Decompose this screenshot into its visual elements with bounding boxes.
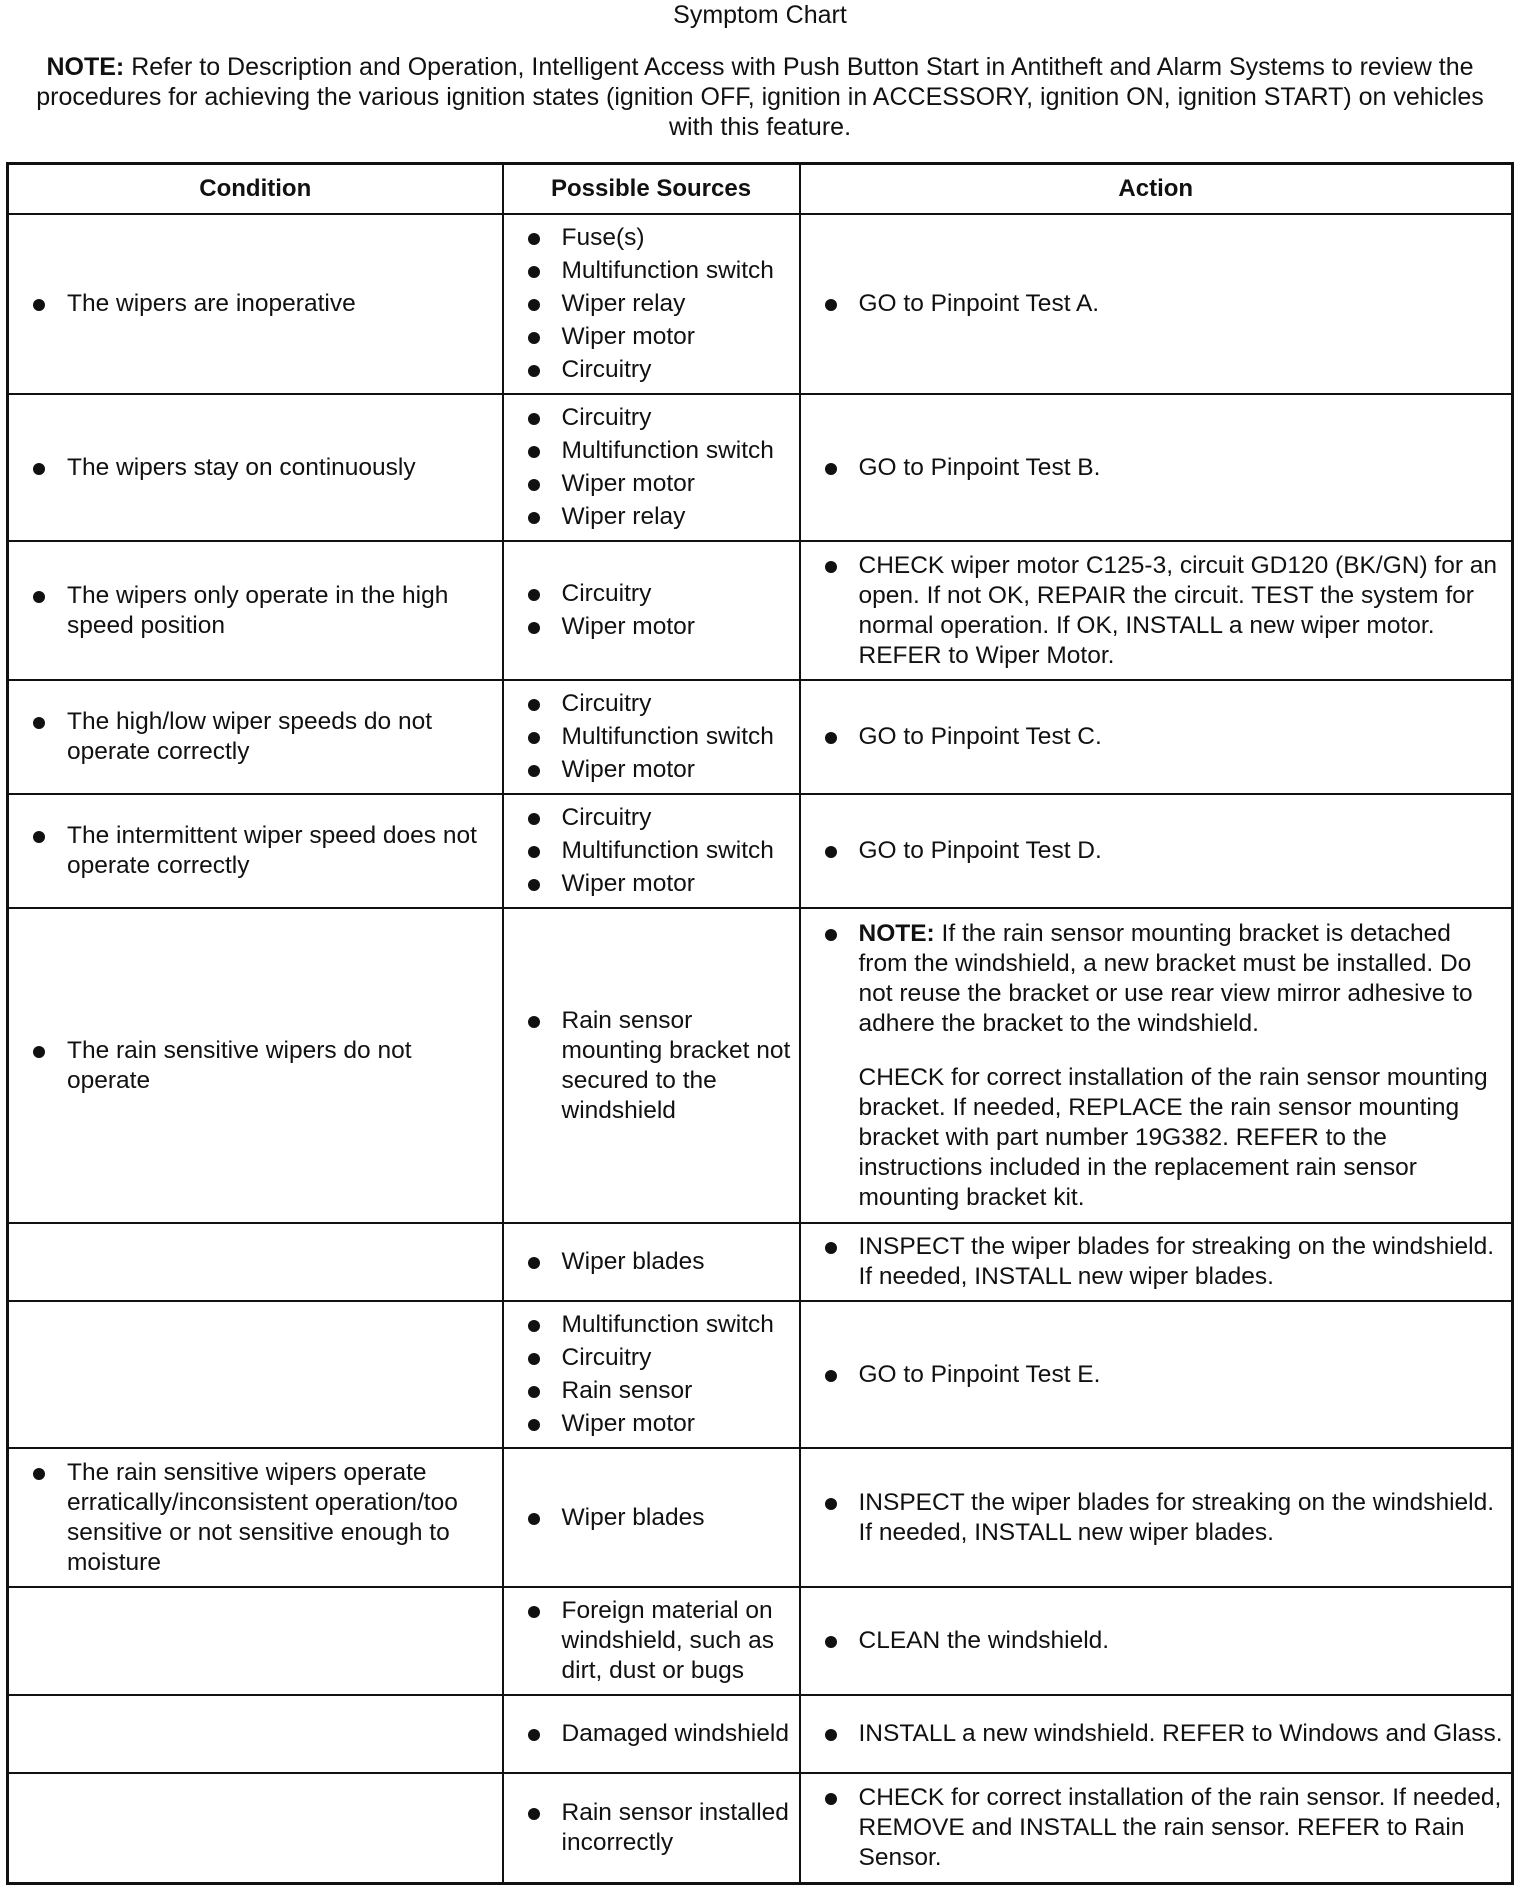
action-note-text: If the rain sensor mounting bracket is detached from the windshield, a new bracket must be installed. Do not reuse the bracket or use rear view mirror adhesive to adhere the bracket to the windshield. [858,919,1473,1037]
action-text: CHECK for correct installation of the rain sensor. If needed, REMOVE and INSTALL the rain sensor. REFER to Rain Sensor. [858,1783,1502,1871]
source-item-text: Rain sensor mounting bracket not secured to the windshield [561,1006,791,1124]
table-row [8,680,1513,794]
bullet-icon [528,413,540,425]
bullet-icon [528,332,540,344]
source-item [528,289,791,319]
table-row [8,1223,1513,1301]
source-item-text: Rain sensor installed incorrectly [561,1798,789,1856]
bullet-icon [528,699,540,711]
source-item-text: Circuitry [561,356,652,383]
source-item [528,1310,791,1340]
bullet-icon [33,717,45,729]
source-item [528,1376,791,1406]
sources-cell [503,394,800,541]
bullet-icon [528,846,540,858]
action-cell [800,1695,1513,1773]
source-item [528,612,791,642]
source-item-text: Circuitry [561,1344,652,1371]
condition-item [33,1458,494,1578]
bullet-icon [33,299,45,311]
bullet-icon [33,463,45,475]
symptom-chart-table [6,162,1514,1885]
bullet-icon [825,299,837,311]
source-item-text: Wiper relay [561,290,686,317]
source-item [528,1006,791,1126]
action-item [825,836,1504,866]
sources-cell [503,1587,800,1695]
source-item-text: Circuitry [561,404,652,431]
action-text: GO to Pinpoint Test E. [858,1360,1101,1388]
condition-item [33,289,494,319]
source-item-text: Foreign material on windshield, such as dirt, dust or bugs [561,1597,774,1684]
table-row [8,541,1513,680]
action-text: INSTALL a new windshield. REFER to Windows and Glass. [858,1720,1503,1747]
action-item [825,1232,1504,1292]
bullet-icon [528,1419,540,1431]
bullet-icon [528,732,540,744]
sources-cell [503,794,800,908]
action-cell [800,1773,1513,1883]
bullet-icon [528,589,540,601]
source-item-text: Wiper motor [561,870,695,897]
bullet-icon [528,1386,540,1398]
source-item [528,755,791,785]
bullet-icon [528,879,540,891]
action-item [825,1488,1504,1548]
source-item-text: Wiper motor [561,613,695,640]
source-item [528,1719,791,1749]
action-item [825,1783,1504,1873]
action-item [825,919,1504,1213]
condition-cell [8,394,503,541]
bullet-icon [528,1320,540,1332]
condition-item-text: The wipers are inoperative [67,290,356,317]
sources-cell [503,1695,800,1773]
sources-cell [503,1301,800,1448]
source-item [528,436,791,466]
action-text: CHECK for correct installation of the rain sensor mounting bracket. If needed, REPLACE the rain sensor mounting bracket with part number 19G382. REFER to the instructions included in the replacement rain sensor mounting bracket kit. [858,1063,1488,1211]
bullet-icon [825,1729,837,1741]
note-text: Refer to Description and Operation, Intelligent Access with Push Button Start in Antitheft and Alarm Systems to review the procedures for achieving the various ignition states (ignition OFF, ignition in ACCESSORY, ignition ON, ignition START) on vehicles with this feature. [36,53,1484,141]
source-item [528,836,791,866]
action-cell [800,794,1513,908]
source-item [528,1343,791,1373]
action-item [825,1719,1504,1749]
action-text: GO to Pinpoint Test A. [858,290,1100,317]
action-text: CLEAN the windshield. [858,1627,1110,1654]
condition-item-text: The intermittent wiper speed does not operate correctly [67,822,477,879]
bullet-icon [528,266,540,278]
action-cell [800,214,1513,394]
source-item [528,256,791,286]
condition-cell [8,541,503,680]
bullet-icon [528,479,540,491]
bullet-icon [528,1513,540,1525]
action-note-label: NOTE: [858,919,935,947]
action-item [825,1626,1504,1656]
source-item [528,469,791,499]
source-item [528,1409,791,1439]
action-item [825,289,1504,319]
table-row [8,908,1513,1223]
sources-cell [503,680,800,794]
condition-item [33,453,494,483]
source-item [528,223,791,253]
source-item [528,403,791,433]
bullet-icon [528,299,540,311]
condition-item [33,581,494,641]
source-item-text: Circuitry [561,580,652,607]
bullet-icon [825,846,837,858]
table-row [8,1773,1513,1883]
condition-item [33,821,494,881]
condition-cell [8,680,503,794]
source-item-text: Wiper motor [561,756,695,783]
action-cell [800,1301,1513,1448]
action-cell [800,394,1513,541]
source-item-text: Fuse(s) [561,224,645,251]
source-item [528,1503,791,1533]
condition-cell [8,1301,503,1448]
bullet-icon [528,813,540,825]
table-row [8,1301,1513,1448]
table-row [8,394,1513,541]
bullet-icon [33,1046,45,1058]
condition-cell [8,1448,503,1587]
bullet-icon [528,1729,540,1741]
bullet-icon [528,1016,540,1028]
source-item [528,322,791,352]
source-item-text: Wiper motor [561,323,695,350]
column-header-condition: Condition [8,164,503,215]
source-item-text: Circuitry [561,690,652,717]
bullet-icon [825,561,837,573]
condition-cell [8,214,503,394]
bullet-icon [528,1808,540,1820]
condition-cell [8,1695,503,1773]
table-row [8,214,1513,394]
sources-cell [503,1773,800,1883]
source-item-text: Rain sensor [561,1377,693,1404]
action-item [825,1360,1504,1390]
condition-cell [8,1773,503,1883]
action-cell [800,1587,1513,1695]
source-item [528,722,791,752]
sources-cell [503,214,800,394]
action-cell [800,680,1513,794]
note [20,52,1500,142]
table-row [8,1587,1513,1695]
action-text: GO to Pinpoint Test B. [858,453,1101,481]
source-item-text: Multifunction switch [561,257,774,284]
bullet-icon [825,1793,837,1805]
source-item [528,502,791,532]
column-header-action: Action [800,164,1513,215]
source-item [528,869,791,899]
action-item [825,453,1504,483]
bullet-icon [528,622,540,634]
bullet-icon [825,1242,837,1254]
action-item [825,551,1504,671]
source-item-text: Multifunction switch [561,1311,774,1338]
table-row [8,1695,1513,1773]
source-item-text: Wiper motor [561,470,695,497]
source-item [528,803,791,833]
bullet-icon [528,1606,540,1618]
bullet-icon [825,929,837,941]
source-item-text: Circuitry [561,804,652,831]
bullet-icon [825,1636,837,1648]
action-text: CHECK wiper motor C125-3, circuit GD120 (BK/GN) for an open. If not OK, REPAIR the circuit. TEST the system for normal operation. If OK, INSTALL a new wiper motor. REFER to Wiper Motor. [858,551,1498,669]
action-text: INSPECT the wiper blades for streaking on the windshield. If needed, INSTALL new wiper blades. [858,1233,1495,1290]
action-cell [800,541,1513,680]
page-title: Symptom Chart [673,1,847,29]
source-item-text: Multifunction switch [561,837,774,864]
source-item-text: Wiper blades [561,1503,705,1531]
bullet-icon [528,233,540,245]
bullet-icon [528,1257,540,1269]
action-cell [800,1448,1513,1587]
condition-item-text: The rain sensitive wipers operate erratically/inconsistent operation/too sensitive or not sensitive enough to moisture [67,1458,458,1576]
source-item [528,1596,791,1686]
action-cell [800,908,1513,1223]
bullet-icon [528,765,540,777]
sources-cell [503,908,800,1223]
column-header-sources: Possible Sources [503,164,800,215]
note-label: NOTE: [46,53,125,81]
action-text: INSPECT the wiper blades for streaking on the windshield. If needed, INSTALL new wiper blades. [858,1488,1495,1546]
action-cell [800,1223,1513,1301]
condition-item-text: The high/low wiper speeds do not operate correctly [67,708,432,765]
condition-cell [8,1587,503,1695]
bullet-icon [528,512,540,524]
action-item [825,722,1504,752]
sources-cell [503,1223,800,1301]
condition-item [33,1036,494,1096]
source-item-text: Wiper relay [561,503,686,530]
bullet-icon [33,591,45,603]
condition-cell [8,908,503,1223]
bullet-icon [33,831,45,843]
table-row [8,1448,1513,1587]
source-item [528,355,791,385]
action-note [859,919,1504,1039]
source-item [528,579,791,609]
bullet-icon [825,732,837,744]
source-item-text: Multifunction switch [561,723,774,750]
sources-cell [503,1448,800,1587]
source-item [528,1798,791,1858]
bullet-icon [825,1370,837,1382]
condition-cell [8,794,503,908]
bullet-icon [33,1468,45,1480]
source-item-text: Wiper blades [561,1248,705,1275]
source-item-text: Multifunction switch [561,437,774,464]
source-item [528,689,791,719]
action-text: GO to Pinpoint Test C. [858,723,1102,750]
condition-item [33,707,494,767]
table-row [8,794,1513,908]
action-text: GO to Pinpoint Test D. [858,837,1102,864]
bullet-icon [825,1498,837,1510]
bullet-icon [528,446,540,458]
table-body [8,214,1513,1883]
condition-cell [8,1223,503,1301]
source-item-text: Damaged windshield [561,1720,789,1747]
sources-cell [503,541,800,680]
condition-item-text: The rain sensitive wipers do not operate [67,1036,412,1094]
bullet-icon [528,365,540,377]
source-item-text: Wiper motor [561,1410,695,1437]
condition-item-text: The wipers stay on continuously [67,453,416,481]
source-item [528,1247,791,1277]
table-header-row [8,164,1513,215]
bullet-icon [528,1353,540,1365]
bullet-icon [825,463,837,475]
condition-item-text: The wipers only operate in the high speed position [67,581,449,639]
